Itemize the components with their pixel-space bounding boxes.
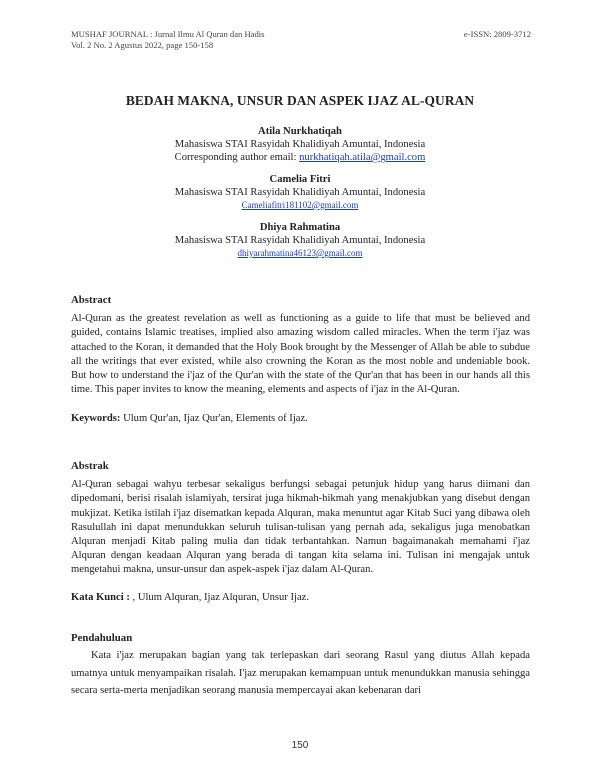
author-1	[0, 125, 600, 164]
author-name: Camelia Fitri	[269, 174, 331, 185]
keywords-value: Ulum Qur'an, Ijaz Qur'an, Elements of Ijaz.	[120, 413, 308, 425]
keywords-label: Keywords:	[71, 413, 121, 425]
abstrak-heading: Abstrak	[71, 460, 109, 472]
kata-kunci-value: , Ulum Alquran, Ijaz Alquran, Unsur Ijaz.	[132, 591, 310, 603]
running-header-right	[464, 29, 531, 40]
abstract-heading: Abstract	[71, 294, 112, 306]
author-name: Dhiya Rahmatina	[259, 222, 341, 233]
author-email-link[interactable]: Cameliafitri181102@gmail.com	[241, 200, 359, 210]
author-affiliation: Mahasiswa STAI Rasyidah Khalidiyah Amuntai, Indonesia	[174, 139, 426, 150]
abstract-section	[71, 293, 530, 427]
abstrak-keywords	[71, 591, 530, 605]
issue-info: Vol. 2 No. 2 Agustus 2022, page 150-158	[71, 40, 214, 50]
journal-name: MUSHAF JOURNAL : Jurnal Ilmu Al Quran dan Hadis	[71, 29, 265, 39]
pendahuluan-section	[71, 631, 530, 700]
author-email-link[interactable]: dhiyarahmatina46123@gmail.com	[237, 248, 363, 258]
email-prefix: Corresponding author email:	[174, 152, 300, 163]
paper-title: BEDAH MAKNA, UNSUR DAN ASPEK IJAZ AL-QURAN	[125, 93, 475, 108]
issn: e-ISSN: 2809-3712	[463, 29, 531, 39]
author-name: Atila Nurkhatiqah	[258, 126, 342, 137]
pendahuluan-heading: Pendahuluan	[71, 632, 133, 644]
author-affiliation: Mahasiswa STAI Rasyidah Khalidiyah Amuntai, Indonesia	[174, 187, 426, 198]
abstrak-section	[71, 459, 530, 605]
abstrak-text: Al-Quran sebagai wahyu terbesar sekaligus berfungsi sebagai petunjuk hidup yang harus diimani dan dipedomani, berisi risalah islamiyah, tersirat juga hikmah-hikmah yang menakjubkan yang disebut dengan mukjizat. Ketika istilah i'jaz disematkan kepada Alquran, maka menuntut agar Kitab Suci yang dibawa oleh Rasulullah ini dapat menundukkan seluruh tulisan-tulisan yang pernah ada, sekaligus juga menobatkan Alquran menjadi Kitab paling mulia dan tidak terbantahkan. Namun bagaimanakah memahami i'jaz Alquran dengan keadaan Alquran yang berada di tangan kita selama ini. Tulisan ini mengajak untuk mengetahui makna, unsur-unsur dan aspek-aspek i'jaz dalam Al-Quran.	[71, 479, 530, 576]
abstract-keywords	[71, 412, 530, 426]
abstract-text: Al-Quran as the greatest revelation as well as functioning as a guide to life that must be believed and guided, contains Islamic treatises, implied also amazing wisdom called miracles. When the term i'jaz was attached to the Koran, it demanded that the Holy Book brought by the Messenger of Allah be able to subdue all the writings that ever existed, while also crowning the Koran as the most noble and undeniable book. But how to understand the i'jaz of the Qur'an with the state of the Qur'an that has been in our hands all this time. This paper invites to know the meaning, elements and aspects of i'jaz in the Al-Quran.	[71, 313, 530, 396]
author-3	[0, 221, 600, 260]
author-email-link[interactable]: nurkhatiqah.atila@gmail.com	[299, 152, 426, 163]
kata-kunci-label: Kata Kunci :	[71, 591, 133, 603]
author-2	[0, 173, 600, 212]
author-block	[0, 125, 600, 269]
author-affiliation: Mahasiswa STAI Rasyidah Khalidiyah Amuntai, Indonesia	[174, 235, 426, 246]
page-number: 150	[291, 740, 309, 751]
pendahuluan-text: Kata i'jaz merupakan bagian yang tak terlepaskan dari seorang Rasul yang diutus Allah kepada umatnya untuk menyampaikan risalah. I'jaz merupakan kemampuan untuk menundukkan manusia sehingga secara serta-merta menjadikan seorang manusia mempercayai akan kebenaran dari	[71, 650, 530, 697]
running-header-left	[71, 29, 265, 51]
author-email-line	[0, 151, 600, 164]
